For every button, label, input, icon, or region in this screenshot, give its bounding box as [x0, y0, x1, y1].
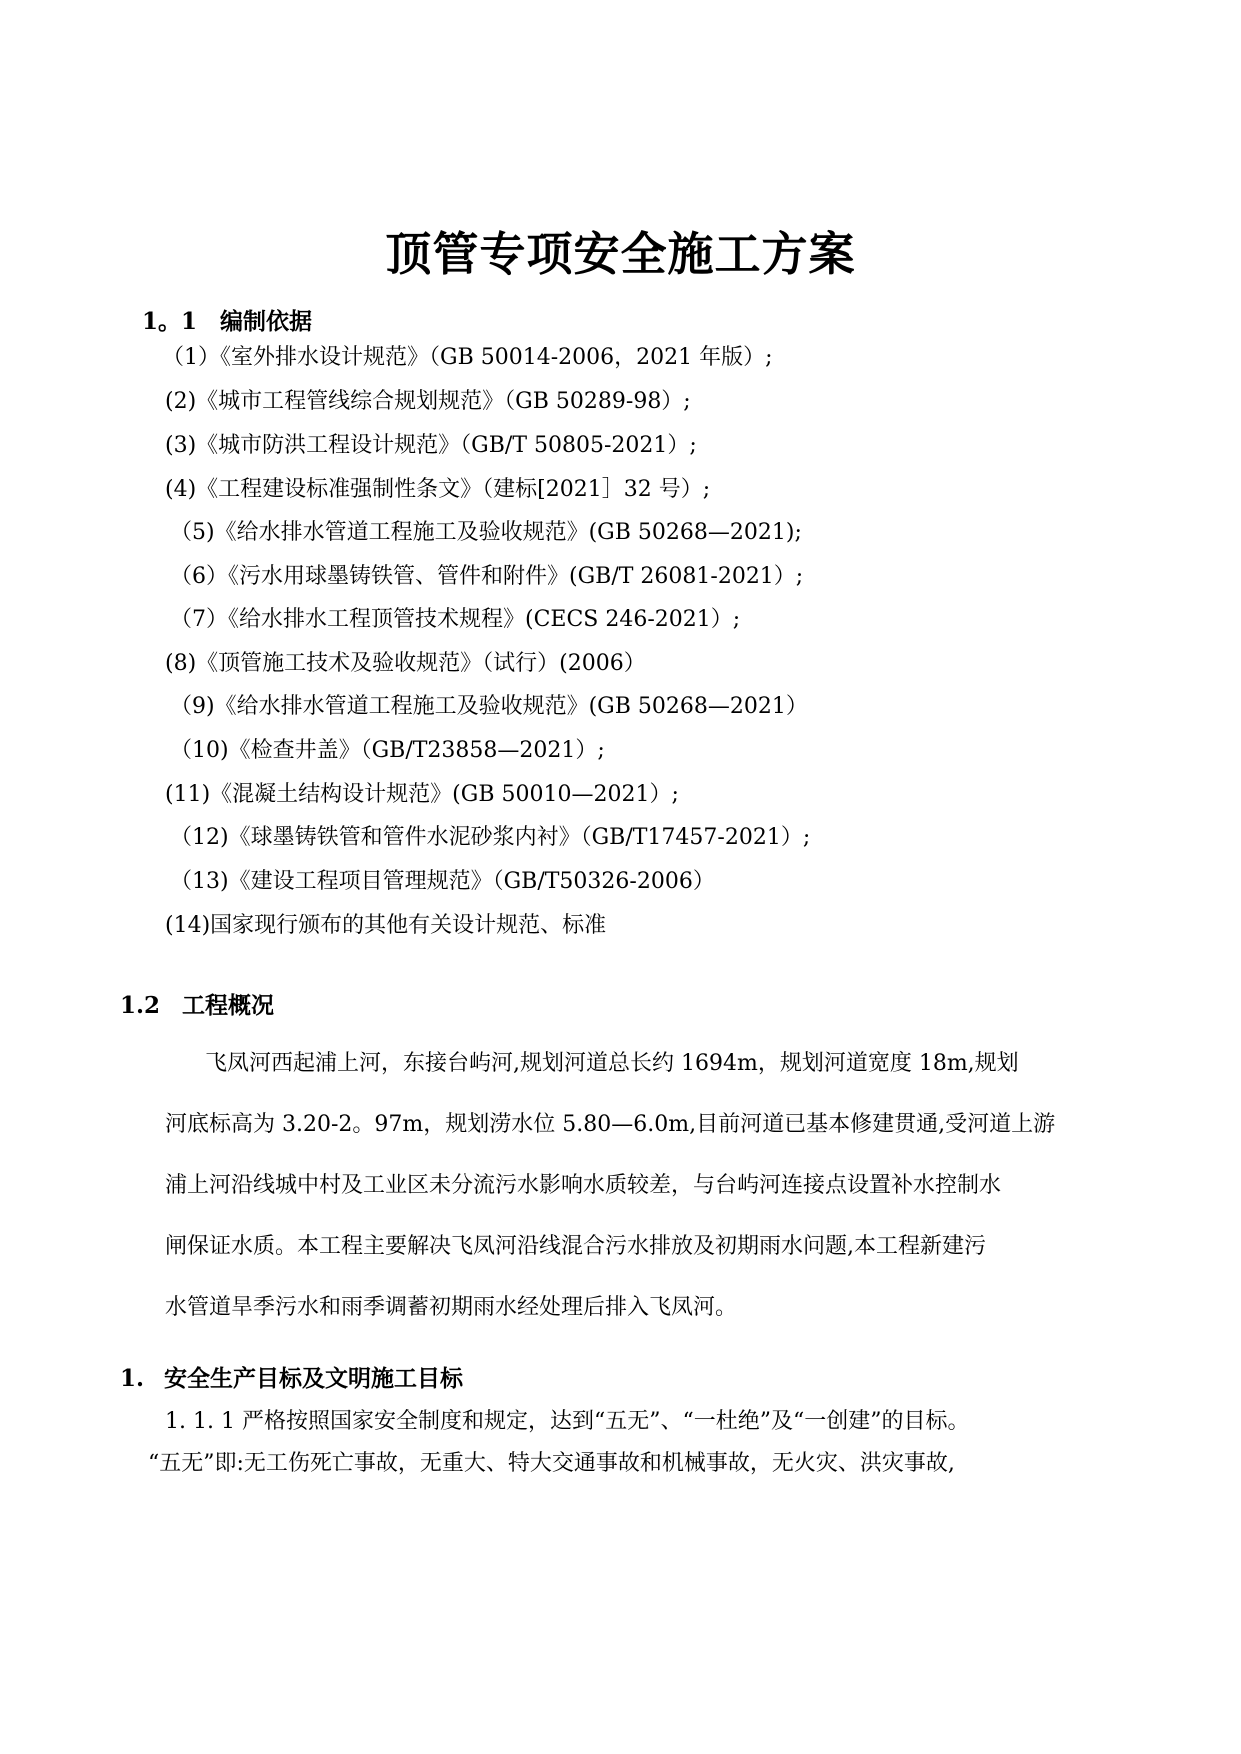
reference-item: （5)《给水排水管道工程施工及验收规范》(GB 50268—2021); — [170, 520, 802, 545]
section-number: 1.2 — [120, 992, 161, 1019]
reference-item: (8)《顶管施工技术及验收规范》（试行）(2006） — [165, 651, 646, 676]
paragraph-line: 飞凤河西起浦上河，东接台屿河,规划河道总长约 1694m，规划河道宽度 18m,规划 — [205, 1051, 1019, 1076]
paragraph-line: 闸保证水质。本工程主要解决飞凤河沿线混合污水排放及初期雨水问题,本工程新建污 — [165, 1234, 986, 1259]
paragraph-line: 浦上河沿线城中村及工业区未分流污水影响水质较差，与台屿河连接点设置补水控制水 — [165, 1173, 1002, 1198]
reference-item: （12)《球墨铸铁管和管件水泥砂浆内衬》（GB/T17457-2021）; — [170, 825, 811, 850]
reference-item: (3)《城市防洪工程设计规范》（GB/T 50805-2021）; — [165, 433, 697, 458]
section-heading-1-2 — [120, 987, 274, 1020]
reference-item: （13)《建设工程项目管理规范》（GB/T50326-2006） — [170, 869, 715, 894]
reference-item: (14)国家现行颁布的其他有关设计规范、标准 — [165, 913, 607, 938]
document-title: 顶管专项安全施工方案 — [385, 227, 856, 281]
section-heading-1 — [120, 1360, 463, 1393]
section-heading-1-1 — [142, 303, 312, 336]
reference-item: （10)《检查井盖》（GB/T23858—2021）; — [170, 738, 605, 763]
reference-item: （6）《污水用球墨铸铁管、管件和附件》(GB/T 26081-2021）; — [170, 564, 804, 589]
paragraph-line: 河底标高为 3.20-2。97m，规划涝水位 5.80—6.0m,目前河道已基本修建贯通,受河道上游 — [165, 1112, 1056, 1137]
paragraph-line: 1. 1. 1 严格按照国家安全制度和规定，达到“五无”、“一杜绝”及“一创建”的目标。 — [165, 1409, 970, 1434]
reference-item: （7）《给水排水工程顶管技术规程》(CECS 246-2021）; — [170, 607, 741, 632]
section-title: 安全生产目标及文明施工目标 — [164, 1365, 464, 1392]
paragraph-line: 水管道旱季污水和雨季调蓄初期雨水经处理后排入飞凤河。 — [165, 1295, 738, 1320]
paragraph-line: “五无”即:无工伤死亡事故，无重大、特大交通事故和机械事故，无火灾、洪灾事故, — [148, 1451, 955, 1476]
section-title: 工程概况 — [182, 992, 275, 1019]
section-number: 1. — [120, 1365, 145, 1392]
reference-item: (2)《城市工程管线综合规划规范》（GB 50289-98）; — [165, 389, 691, 414]
reference-item: (11)《混凝土结构设计规范》(GB 50010—2021）; — [165, 782, 679, 807]
reference-item: (4)《工程建设标准强制性条文》（建标[2021］32 号）; — [165, 477, 711, 502]
reference-item: （1）《室外排水设计规范》（GB 50014-2006，2021 年版）; — [162, 345, 773, 370]
section-number: 1。1 — [142, 308, 198, 335]
reference-item: （9)《给水排水管道工程施工及验收规范》(GB 50268—2021） — [170, 694, 808, 719]
section-title: 编制依据 — [220, 308, 313, 335]
